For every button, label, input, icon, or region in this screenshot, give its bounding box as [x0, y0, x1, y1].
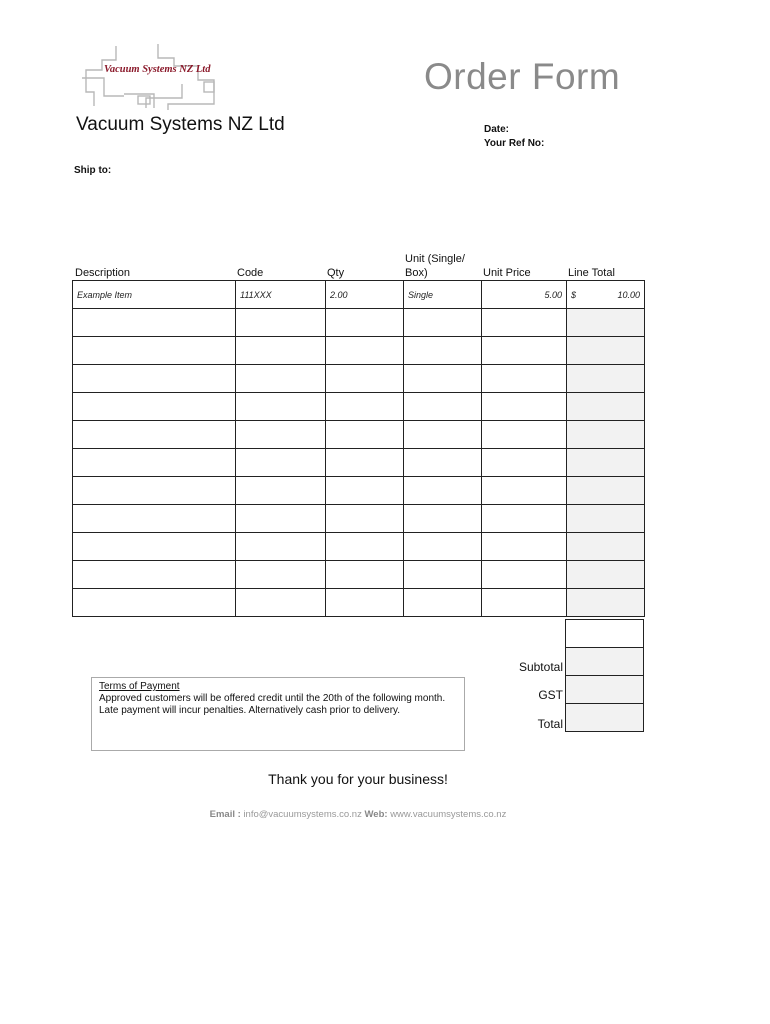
gst-cell [566, 676, 644, 704]
cell-code[interactable] [236, 449, 326, 477]
summary-table [565, 619, 644, 732]
cell-code[interactable]: 111XXX [236, 281, 326, 309]
cell-line-total [567, 421, 645, 449]
cell-line-total [567, 589, 645, 617]
cell-unit-price[interactable] [482, 505, 567, 533]
email-link[interactable]: info@vacuumsystems.co.nz [243, 809, 362, 820]
table-row [73, 281, 645, 309]
cell-description[interactable] [73, 505, 236, 533]
col-qty: Qty [327, 267, 345, 279]
cell-description[interactable] [73, 449, 236, 477]
company-logo [78, 44, 228, 110]
summary-blank-cell [566, 620, 644, 648]
cell-unit-price[interactable] [482, 309, 567, 337]
cell-unit[interactable] [404, 533, 482, 561]
cell-qty[interactable] [326, 309, 404, 337]
cell-line-total [567, 533, 645, 561]
cell-unit[interactable]: Single [404, 281, 482, 309]
table-row [73, 393, 645, 421]
ref-label: Your Ref No: [484, 138, 545, 149]
cell-unit[interactable] [404, 477, 482, 505]
cell-line-total [567, 561, 645, 589]
cell-code[interactable] [236, 589, 326, 617]
terms-body: Approved customers will be offered credit until the 20th of the following month. Late payment will incur penalties. Alternatively cash prior to delivery. [99, 693, 446, 716]
cell-qty[interactable] [326, 449, 404, 477]
cell-code[interactable] [236, 505, 326, 533]
currency-symbol: $ [571, 289, 577, 300]
terms-box [91, 677, 465, 751]
cell-unit-price[interactable] [482, 393, 567, 421]
email-label: Email : [209, 809, 241, 820]
cell-qty[interactable] [326, 337, 404, 365]
cell-qty[interactable] [326, 589, 404, 617]
subtotal-cell [566, 648, 644, 676]
cell-code[interactable] [236, 365, 326, 393]
cell-code[interactable] [236, 393, 326, 421]
cell-unit[interactable] [404, 309, 482, 337]
company-name: Vacuum Systems NZ Ltd [76, 114, 285, 135]
cell-code[interactable] [236, 561, 326, 589]
items-table [72, 280, 645, 617]
line-total-value: 10.00 [617, 289, 640, 300]
table-row [73, 589, 645, 617]
cell-description[interactable] [73, 393, 236, 421]
cell-line-total [567, 365, 645, 393]
cell-line-total [567, 449, 645, 477]
cell-unit-price[interactable]: 5.00 [482, 281, 567, 309]
col-line-total: Line Total [568, 267, 615, 279]
date-label: Date: [484, 124, 510, 135]
thank-you-message: Thank you for your business! [268, 771, 448, 787]
cell-description[interactable] [73, 589, 236, 617]
cell-line-total [567, 505, 645, 533]
table-row [73, 505, 645, 533]
table-row [73, 477, 645, 505]
cell-qty[interactable] [326, 393, 404, 421]
cell-description[interactable] [73, 533, 236, 561]
cell-qty[interactable] [326, 421, 404, 449]
cell-code[interactable] [236, 533, 326, 561]
col-unit [405, 252, 465, 280]
gst-label: GST [538, 688, 563, 702]
cell-unit[interactable] [404, 421, 482, 449]
cell-unit-price[interactable] [482, 533, 567, 561]
table-row [73, 449, 645, 477]
cell-code[interactable] [236, 309, 326, 337]
cell-unit[interactable] [404, 505, 482, 533]
cell-unit-price[interactable] [482, 449, 567, 477]
cell-description[interactable] [73, 477, 236, 505]
col-unit-price: Unit Price [483, 267, 531, 279]
table-row [73, 561, 645, 589]
cell-description[interactable] [73, 365, 236, 393]
page-title: Order Form [424, 56, 621, 97]
total-label: Total [537, 717, 563, 731]
cell-code[interactable] [236, 421, 326, 449]
col-code: Code [237, 267, 264, 279]
cell-unit-price[interactable] [482, 337, 567, 365]
cell-qty[interactable] [326, 561, 404, 589]
contact-line [0, 809, 716, 820]
logo-text: Vacuum Systems NZ Ltd [104, 64, 211, 75]
cell-qty[interactable] [326, 505, 404, 533]
col-unit-line2: Box) [405, 267, 428, 279]
ship-to-label: Ship to: [74, 165, 112, 176]
table-row [73, 533, 645, 561]
table-row [73, 421, 645, 449]
table-row [73, 309, 645, 337]
cell-unit[interactable] [404, 393, 482, 421]
cell-line-total [567, 477, 645, 505]
cell-description[interactable] [73, 421, 236, 449]
cell-unit-price[interactable] [482, 477, 567, 505]
cell-unit[interactable] [404, 337, 482, 365]
cell-description[interactable]: Example Item [73, 281, 236, 309]
total-cell [566, 704, 644, 732]
subtotal-label: Subtotal [518, 660, 563, 674]
cell-code[interactable] [236, 477, 326, 505]
table-row [73, 337, 645, 365]
cell-unit-price[interactable] [482, 589, 567, 617]
table-row [73, 365, 645, 393]
cell-description[interactable] [73, 561, 236, 589]
cell-unit-price[interactable] [482, 561, 567, 589]
cell-unit[interactable] [404, 561, 482, 589]
cell-unit[interactable] [404, 365, 482, 393]
col-unit-line1: Unit (Single/ [405, 253, 465, 265]
cell-qty[interactable] [326, 365, 404, 393]
cell-unit-price[interactable] [482, 421, 567, 449]
cell-line-total [567, 337, 645, 365]
cell-unit-price[interactable] [482, 365, 567, 393]
col-description: Description [75, 267, 131, 279]
cell-line-total [567, 281, 645, 309]
cell-description[interactable] [73, 309, 236, 337]
cell-qty[interactable] [326, 477, 404, 505]
terms-heading: Terms of Payment [99, 681, 180, 692]
web-link[interactable]: www.vacuumsystems.co.nz [390, 809, 507, 820]
cell-line-total [567, 393, 645, 421]
web-label: Web: [364, 809, 388, 820]
cell-qty[interactable]: 2.00 [326, 281, 404, 309]
cell-description[interactable] [73, 337, 236, 365]
cell-unit[interactable] [404, 589, 482, 617]
cell-line-total [567, 309, 645, 337]
cell-qty[interactable] [326, 533, 404, 561]
cell-unit[interactable] [404, 449, 482, 477]
cell-code[interactable] [236, 337, 326, 365]
